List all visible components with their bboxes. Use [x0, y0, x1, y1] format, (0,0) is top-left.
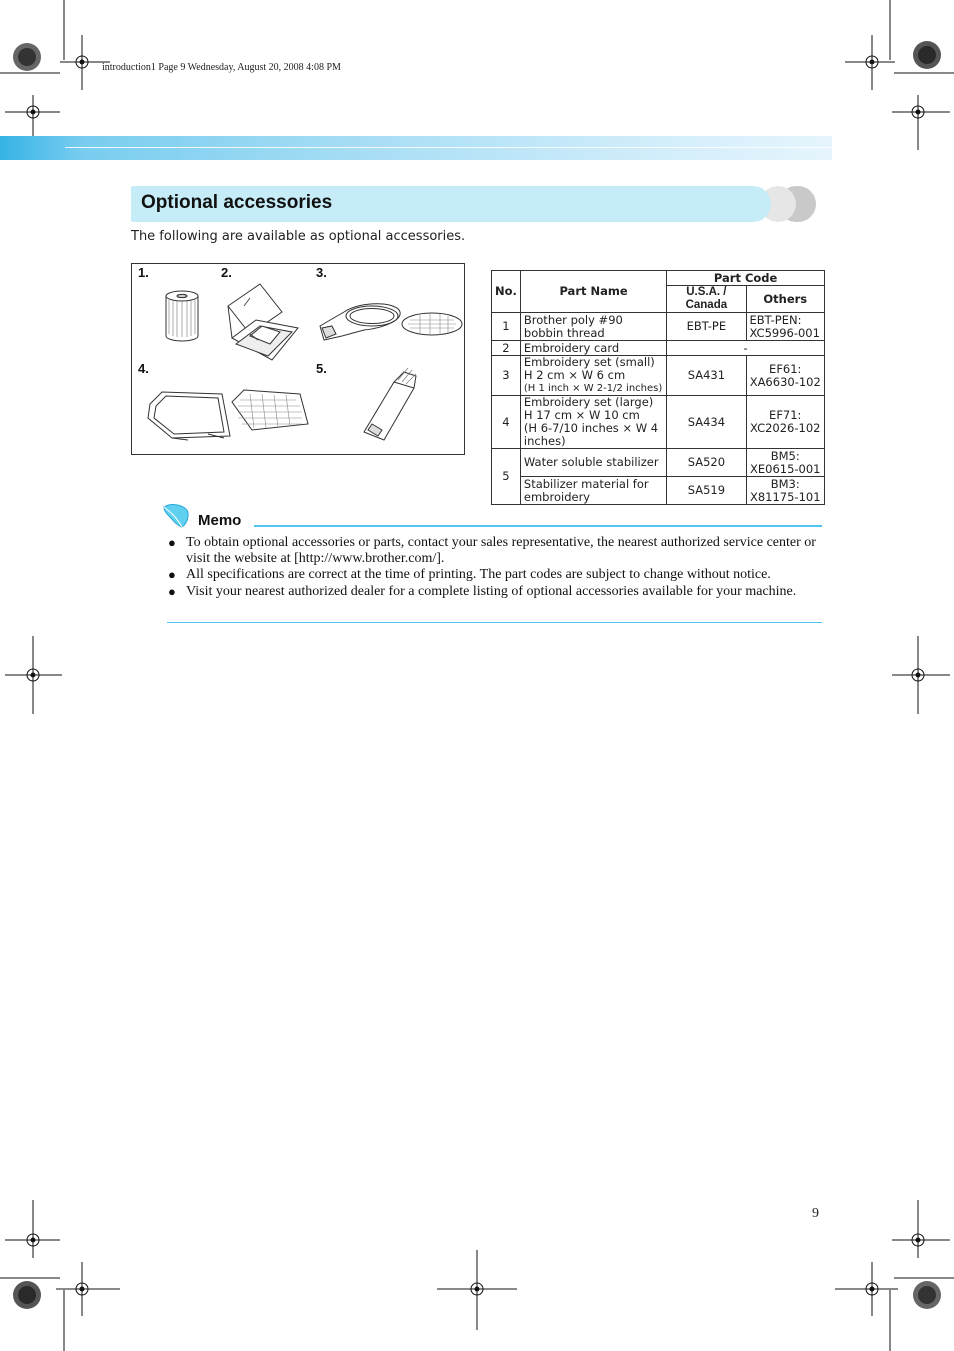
bullet-icon: ●: [168, 583, 176, 599]
row-part-name-cell: [520, 356, 666, 396]
table-row: [492, 396, 825, 449]
row-part-code-merged: -: [667, 341, 825, 356]
row-no: 5: [492, 449, 521, 505]
parts-table: [491, 270, 825, 505]
row-part-size: H 17 cm × W 10 cm: [523, 408, 640, 422]
memo-rule-top: [254, 525, 822, 527]
stabilizer-roll-icon: [364, 368, 416, 440]
row-usa-code: SA434: [667, 396, 746, 449]
header-usa-canada: U.S.A. / Canada: [667, 286, 746, 313]
embroidery-frame-large-icon: [148, 390, 308, 440]
memo-item-text: To obtain optional accessories or parts, contact your sales representative, the nearest authorized service center or visit the website at [http://www.brother.com/].: [186, 535, 816, 567]
thread-spool-icon: [166, 291, 198, 341]
embroidery-frame-small-icon: [320, 304, 462, 340]
row-no: 1: [492, 313, 521, 341]
row-no: 2: [492, 341, 521, 356]
table-row: [492, 313, 825, 341]
header-band-line: [65, 147, 832, 148]
memo-item-text: Visit your nearest authorized dealer for a complete listing of optional accessories available for your machine.: [186, 583, 797, 599]
memo-title: Memo: [198, 512, 242, 529]
memo-list: [168, 535, 823, 600]
row-part-name: Embroidery set (small): [523, 355, 655, 369]
row-part-name-cell: [520, 396, 666, 449]
row-others-code: EBT-PEN: XC5996-001: [746, 313, 825, 341]
row-part-name: Water soluble stabilizer: [520, 449, 666, 477]
row-others-code: EF61: XA6630-102: [746, 356, 825, 396]
row-usa-code: SA520: [667, 449, 746, 477]
row-part-name: Embroidery set (large): [523, 395, 654, 409]
intro-text: The following are available as optional accessories.: [131, 229, 466, 244]
illustration-label-5: 5.: [316, 361, 327, 376]
bullet-icon: ●: [168, 567, 176, 583]
illustration-label-3: 3.: [316, 265, 327, 280]
list-item: [168, 584, 823, 600]
row-part-name: Brother poly #90 bobbin thread: [520, 313, 666, 341]
accessories-drawings: [132, 264, 464, 454]
illustration-label-1: 1.: [138, 265, 149, 280]
embroidery-card-icon: [228, 284, 298, 360]
section-title: Optional accessories: [141, 192, 333, 213]
illustration-label-4: 4.: [138, 361, 149, 376]
table-row: [492, 341, 825, 356]
header-band: [0, 136, 832, 160]
row-others-code: BM5: XE0615-001: [746, 449, 825, 477]
illustration-label-2: 2.: [221, 265, 232, 280]
row-others-code: BM3: X81175-101: [746, 477, 825, 505]
row-usa-code: EBT-PE: [667, 313, 746, 341]
row-part-size-inches: (H 1 inch × W 2-1/2 inches): [523, 383, 663, 394]
header-no: No.: [492, 271, 521, 313]
table-row: [492, 356, 825, 396]
memo-icon: [162, 503, 192, 529]
table-row: [492, 449, 825, 477]
accessories-illustration: [131, 263, 465, 455]
row-no: 3: [492, 356, 521, 396]
header-others: Others: [746, 286, 825, 313]
row-part-name: Embroidery card: [520, 341, 666, 356]
row-part-size: H 2 cm × W 6 cm: [523, 368, 626, 382]
row-others-code: EF71: XC2026-102: [746, 396, 825, 449]
memo-rule-bottom: [167, 622, 822, 623]
row-part-name: Stabilizer material for embroidery: [520, 477, 666, 505]
memo-item-text: All specifications are correct at the time of printing. The part codes are subject to change without notice.: [186, 567, 771, 583]
bullet-icon: ●: [168, 535, 176, 550]
row-usa-code: SA519: [667, 477, 746, 505]
table-row: [492, 477, 825, 505]
row-no: 4: [492, 396, 521, 449]
list-item: [168, 535, 823, 567]
header-part-code: Part Code: [667, 271, 825, 286]
list-item: [168, 567, 823, 583]
page-number: 9: [812, 1206, 819, 1221]
row-part-size-inches: (H 6-7/10 inches × W 4 inches): [523, 421, 659, 448]
row-usa-code: SA431: [667, 356, 746, 396]
print-slug: introduction1 Page 9 Wednesday, August 20, 2008 4:08 PM: [102, 62, 341, 73]
header-part-name: Part Name: [520, 271, 666, 313]
